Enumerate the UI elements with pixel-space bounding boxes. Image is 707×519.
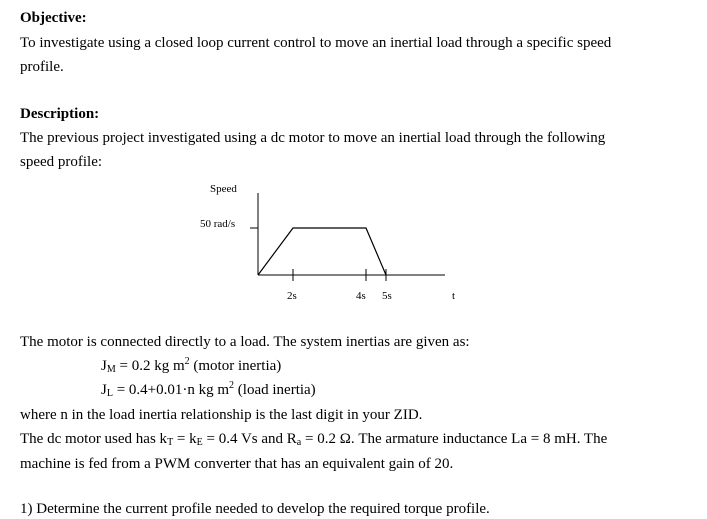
description-text-line-1: The previous project investigated using a dc motor to move an inertial load through the following bbox=[20, 130, 606, 146]
jm-note: (motor inertia) bbox=[189, 358, 282, 374]
kt-subscript: T bbox=[167, 437, 174, 448]
motor-params-part-c: = 0.4 Vs and R bbox=[202, 431, 297, 447]
jl-subscript: L bbox=[106, 388, 113, 399]
inertia-intro-text: The motor is connected directly to a load. The system inertias are given as: bbox=[20, 334, 470, 350]
jm-value: = 0.2 kg m bbox=[115, 358, 185, 374]
objective-text-line-2: profile. bbox=[20, 59, 64, 75]
tick-label-5s: 5s bbox=[382, 290, 392, 302]
motor-params-part-a: The dc motor used has k bbox=[20, 431, 168, 447]
pwm-converter-text: machine is fed from a PWM converter that has an equivalent gain of 20. bbox=[20, 456, 454, 472]
y-axis-label: Speed bbox=[210, 183, 237, 195]
motor-params-part-b: = k bbox=[173, 431, 197, 447]
ra-subscript: a bbox=[296, 437, 302, 448]
description-text-line-2: speed profile: bbox=[20, 154, 103, 170]
jm-symbol: J bbox=[101, 358, 107, 374]
load-inertia-equation bbox=[101, 381, 316, 401]
level-label: 50 rad/s bbox=[200, 218, 236, 230]
objective-text-line-1: To investigate using a closed loop current control to move an inertial load through a specific speed bbox=[20, 35, 612, 51]
speed-profile-chart bbox=[180, 175, 480, 310]
jl-exponent: 2 bbox=[229, 380, 235, 391]
motor-params-part-d: = 0.2 Ω. The armature inductance La = 8 mH. The bbox=[301, 431, 608, 447]
tick-label-4s: 4s bbox=[356, 290, 366, 302]
jl-note: (load inertia) bbox=[234, 382, 316, 398]
ke-subscript: E bbox=[196, 437, 203, 448]
motor-inertia-equation bbox=[101, 357, 281, 377]
motor-params-text bbox=[20, 430, 607, 450]
speed-profile-line bbox=[258, 228, 386, 275]
objective-heading: Objective: bbox=[20, 10, 87, 26]
jl-symbol: J bbox=[101, 382, 107, 398]
tick-label-2s: 2s bbox=[287, 290, 297, 302]
question-1-text: 1) Determine the current profile needed to develop the required torque profile. bbox=[20, 501, 490, 517]
speed-profile-figure bbox=[180, 175, 480, 310]
jm-exponent: 2 bbox=[184, 356, 190, 367]
x-axis-label: t bbox=[452, 290, 456, 302]
jm-subscript: M bbox=[106, 364, 116, 375]
jl-value: = 0.4+0.01·n kg m bbox=[112, 382, 230, 398]
description-heading: Description: bbox=[20, 106, 100, 122]
zid-note-text: where n in the load inertia relationship is the last digit in your ZID. bbox=[20, 407, 423, 423]
